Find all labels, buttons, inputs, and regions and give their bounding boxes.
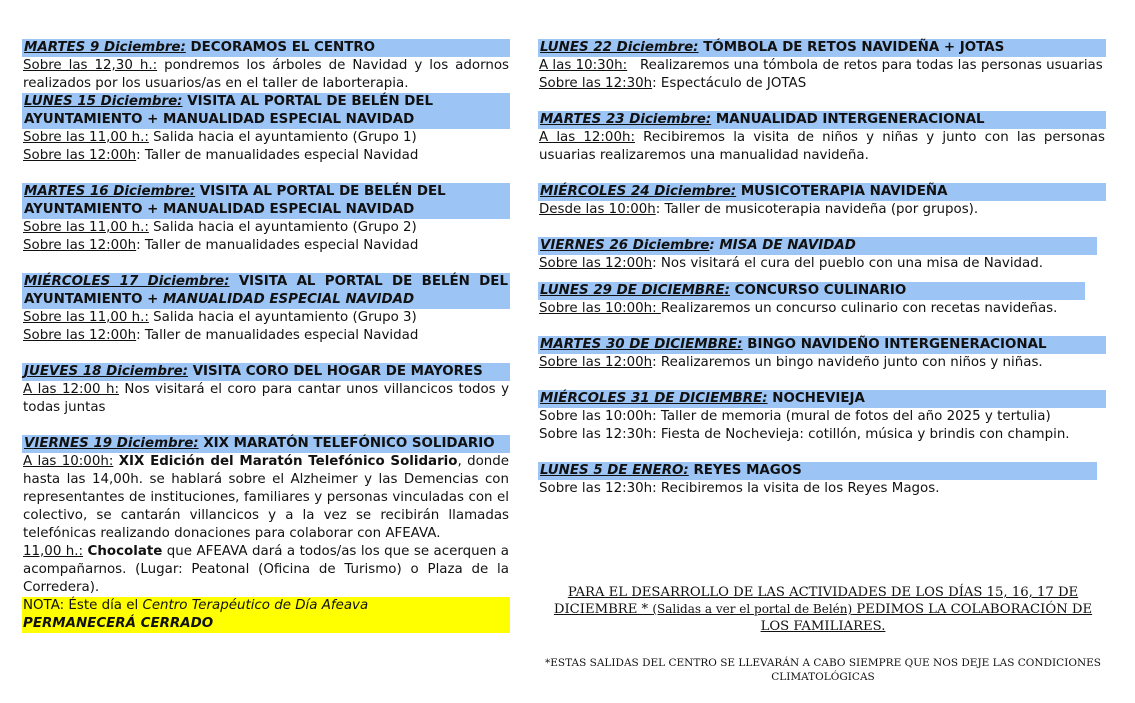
notice-closed: PERMANECERÁ CERRADO — [23, 616, 214, 631]
event-title: VISITA CORO DEL HOGAR DE MAYORES — [192, 364, 483, 379]
event-line — [538, 354, 1106, 372]
event-line — [538, 129, 1106, 165]
event-header — [538, 282, 1085, 300]
event-title: TÓMBOLA DE RETOS NAVIDEÑA + JOTAS — [703, 40, 1005, 55]
event-text: Salida hacia el ayuntamiento (Grupo 1) — [148, 130, 417, 145]
event-header — [538, 237, 1097, 255]
event-martes-23 — [538, 111, 1106, 165]
event-date: MIÉRCOLES 31 DE DICIEMBRE: — [540, 391, 768, 406]
closed-notice — [22, 597, 510, 633]
event-line — [538, 300, 1085, 318]
event-martes-9 — [22, 39, 510, 93]
event-text: Nos visitará el coro para cantar unos villancicos todos y todas juntas — [23, 382, 510, 415]
event-line — [22, 381, 510, 417]
event-lunes-29 — [538, 282, 1085, 318]
event-date: JUEVES 18 Diciembre: — [24, 364, 189, 379]
event-date: LUNES 15 Diciembre: — [24, 94, 183, 109]
event-header — [22, 273, 510, 309]
event-line — [538, 255, 1097, 273]
event-time: Sobre las 12:00h — [23, 148, 137, 163]
event-date: MIÉRCOLES 17 Diciembre: — [24, 274, 230, 289]
event-title: VISITA AL PORTAL DE BELÉN DEL AYUNTAMIENTO + MANUALIDAD ESPECIAL NAVIDAD — [24, 94, 434, 127]
event-time: A las 10:00h: — [23, 454, 114, 469]
event-header — [22, 363, 510, 381]
event-title: NOCHEVIEJA — [772, 391, 865, 406]
event-time: Sobre las 12:00h — [23, 238, 137, 253]
event-date: MARTES 23 Diciembre: — [540, 112, 712, 127]
event-viernes-26 — [538, 237, 1097, 273]
event-line — [22, 57, 510, 93]
event-header — [538, 183, 1106, 201]
event-date: MARTES 9 Diciembre: — [24, 40, 186, 55]
event-line — [22, 309, 510, 327]
event-viernes-19 — [22, 435, 510, 633]
event-date: LUNES 29 DE DICIEMBRE: — [540, 283, 730, 298]
event-header — [22, 39, 510, 57]
event-title: REYES MAGOS — [693, 463, 802, 478]
event-text: : Taller de manualidades especial Navidad — [136, 148, 419, 163]
event-time: Sobre las 12:00h — [539, 256, 653, 271]
event-line — [538, 57, 1106, 75]
event-time: Sobre las 12:00h — [539, 355, 653, 370]
event-miercoles-24 — [538, 183, 1106, 219]
event-time: Sobre las 12,30 h.: — [23, 58, 158, 73]
event-time: Sobre las 11,00 h.: — [23, 310, 149, 325]
event-title: CONCURSO CULINARIO — [734, 283, 907, 298]
event-time: Sobre las 11,00 h.: — [23, 220, 149, 235]
event-title: DECORAMOS EL CENTRO — [190, 40, 376, 55]
event-title-italic: MANUALIDAD ESPECIAL NAVIDAD — [158, 292, 415, 307]
event-time: A las 10:30h: — [539, 58, 628, 73]
event-title: MUSICOTERAPIA NAVIDEÑA — [740, 184, 948, 199]
event-jueves-18 — [22, 363, 510, 417]
event-header — [538, 111, 1106, 129]
event-time: Sobre las 12:30h — [539, 76, 653, 91]
event-text: : Realizaremos un bingo navideño junto con niños y niñas. — [652, 355, 1043, 370]
event-date: VIERNES 19 Diciembre: — [24, 436, 199, 451]
event-title: XIX MARATÓN TELEFÓNICO SOLIDARIO — [203, 436, 495, 451]
family-collaboration-notice — [540, 584, 1106, 635]
event-text: que AFEAVA dará a todos/as los que se acerquen a acompañarnos. (Lugar: Peatonal (Oficina de Turismo) o Plaza de la Corredera). — [23, 544, 509, 595]
event-text: , donde hasta las 14,00h. se hablará sobre el Alzheimer y las Demencias con representantes de instituciones, familiares y personas vinculadas con el colectivo, se cantarán villancicos y a la vez se recibirán llamadas telefónicas realizando donaciones para colaborar con AFEAVA. — [23, 454, 509, 541]
notice-text: NOTA: Éste día el — [23, 598, 143, 613]
event-line — [22, 327, 510, 345]
event-line: Sobre las 12:30h: Fiesta de Nochevieja: cotillón, música y brindis con champin. — [539, 427, 1070, 442]
event-text: pondremos los árboles de Navidad y los adornos realizados por los usuarios/as en el taller de laborterapia. — [23, 58, 509, 91]
event-date: MIÉRCOLES 24 Diciembre: — [540, 184, 737, 199]
event-title: VISITA AL PORTAL DE BELÉN DEL AYUNTAMIENTO + — [24, 274, 508, 307]
event-title: VISITA AL PORTAL DE BELÉN DEL AYUNTAMIENTO + MANUALIDAD ESPECIAL NAVIDAD — [24, 184, 446, 217]
notice-part2: (Salidas a ver el portal de Belén) — [652, 602, 853, 616]
notice-center-name: Centro Terapéutico de Día Afeava — [142, 598, 369, 613]
event-date: LUNES 5 DE ENERO: — [540, 463, 689, 478]
event-miercoles-17 — [22, 273, 510, 345]
event-text: : Taller de manualidades especial Navidad — [136, 328, 419, 343]
event-line — [22, 453, 510, 543]
left-column — [22, 39, 510, 633]
event-bold-text: XIX Edición del Maratón Telefónico Solidario — [118, 454, 458, 469]
event-date: MARTES 30 DE DICIEMBRE: — [540, 337, 743, 352]
event-lunes-22 — [538, 39, 1106, 93]
event-time: Sobre las 12:00h — [23, 328, 137, 343]
event-date: LUNES 22 Diciembre: — [540, 40, 699, 55]
event-text: Recibiremos la visita de niños y niñas y junto con las personas usuarias realizaremos una manualidad navideña. — [539, 130, 1105, 163]
event-line — [22, 543, 510, 597]
notice-part1: PARA EL DESARROLLO DE LAS ACTIVIDADES DE LOS DÍAS 15, 16, 17 DE DICIEMBRE * — [553, 585, 1079, 617]
event-date: VIERNES 26 Diciembre — [540, 238, 710, 253]
event-martes-16 — [22, 183, 510, 255]
event-text: Salida hacia el ayuntamiento (Grupo 2) — [148, 220, 417, 235]
event-time: A las 12:00h: — [539, 130, 635, 145]
event-header — [538, 336, 1106, 354]
event-lunes-5-enero — [538, 462, 1097, 498]
right-column — [538, 39, 1106, 498]
event-lunes-15 — [22, 93, 510, 165]
event-line — [22, 147, 510, 165]
event-time: A las 12:00 h: — [23, 382, 119, 397]
event-time: Sobre las 10:00h: — [539, 301, 661, 316]
event-text: Salida hacia el ayuntamiento (Grupo 3) — [148, 310, 417, 325]
event-text: : Nos visitará el cura del pueblo con una misa de Navidad. — [652, 256, 1044, 271]
event-title: MANUALIDAD INTERGENERACIONAL — [715, 112, 985, 127]
event-header — [538, 39, 1106, 57]
event-time: Sobre las 11,00 h.: — [23, 130, 149, 145]
event-text: : Taller de musicoterapia navideña (por grupos). — [655, 202, 979, 217]
event-header — [538, 390, 1106, 408]
event-time: Desde las 10:00h — [539, 202, 656, 217]
event-header — [22, 183, 510, 219]
event-line: Sobre las 10:00h: Taller de memoria (mural de fotos del año 2025 y tertulia) — [539, 409, 1051, 424]
event-martes-30 — [538, 336, 1106, 372]
event-line: Sobre las 12:30h: Recibiremos la visita de los Reyes Magos. — [539, 481, 940, 496]
event-line — [22, 129, 510, 147]
event-header — [538, 462, 1097, 480]
event-bold-text: Chocolate — [87, 544, 163, 559]
event-text: : Taller de manualidades especial Navidad — [136, 238, 419, 253]
weather-note: *ESTAS SALIDAS DEL CENTRO SE LLEVARÁN A CABO SIEMPRE QUE NOS DEJE LAS CONDICIONES CLIMATOLÓGICAS — [544, 657, 1101, 683]
event-miercoles-31 — [538, 390, 1106, 444]
event-text: Realizaremos una tómbola de retos para todas las personas usuarias — [627, 58, 1103, 73]
event-date: MARTES 16 Diciembre: — [24, 184, 196, 199]
event-line — [538, 75, 1106, 93]
event-title: : MISA DE NAVIDAD — [709, 238, 856, 253]
event-header — [22, 435, 510, 453]
event-text: : Espectáculo de JOTAS — [652, 76, 807, 91]
event-title: BINGO NAVIDEÑO INTERGENERACIONAL — [747, 337, 1047, 352]
event-time: 11,00 h.: — [23, 544, 84, 559]
event-line — [22, 219, 510, 237]
event-header — [22, 93, 510, 129]
notice-part3: PEDIMOS LA COLABORACIÓN DE LOS FAMILIARES. — [760, 602, 1093, 634]
event-text: Realizaremos un concurso culinario con recetas navideñas. — [660, 301, 1058, 316]
event-line — [22, 237, 510, 255]
event-line — [538, 201, 1106, 219]
